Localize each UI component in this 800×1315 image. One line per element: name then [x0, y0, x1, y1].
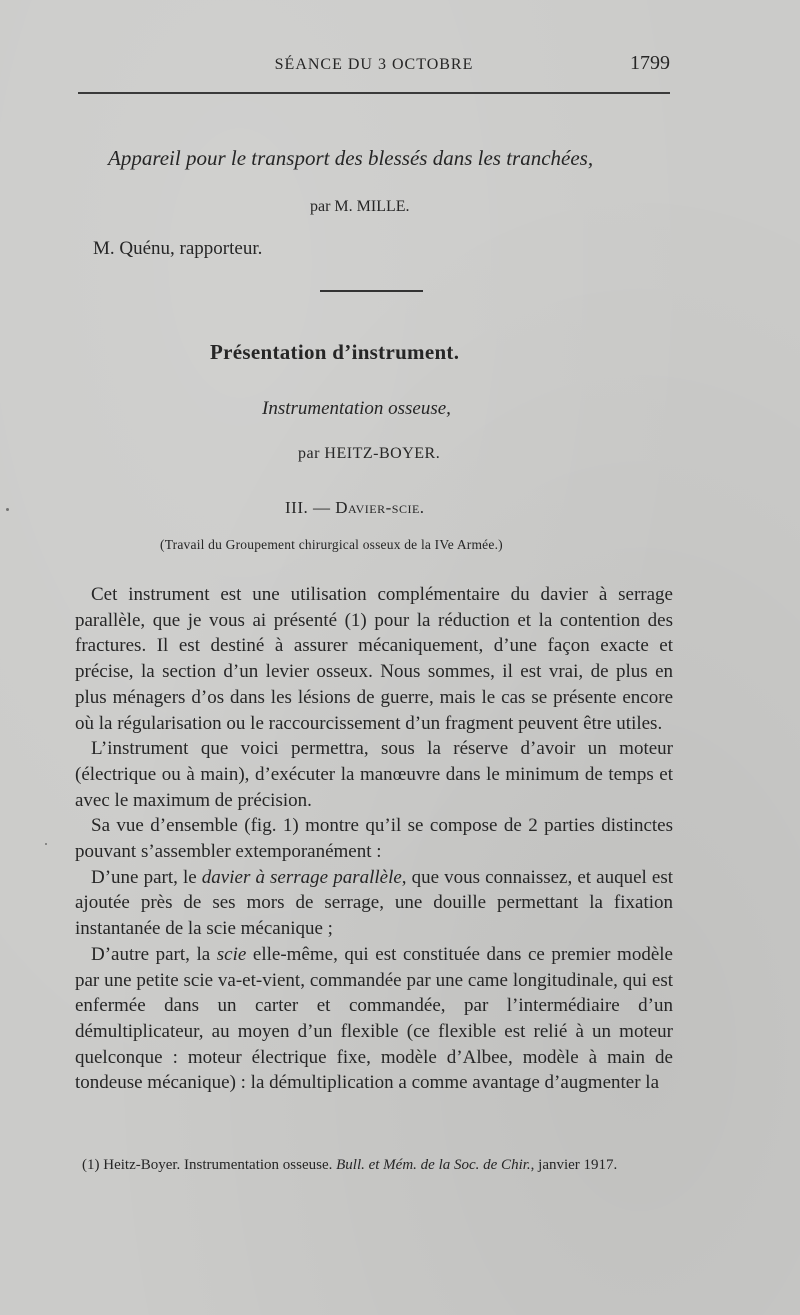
report-author: par M. MILLE. — [310, 198, 410, 215]
section-author: par HEITZ-BOYER. — [298, 445, 441, 462]
section-heading: Présentation d’instrument. — [210, 340, 460, 364]
paper-speck — [45, 843, 47, 845]
text-run: elle-même, qui est constituée dans ce premier modèle par une petite scie va-et-vient, commandée par une came longitudinale, qui est enfermée dans un carter et commandée, par l’intermédiaire d’un démultiplicateur, au moyen d’un flexible (ce flexible est relié à un moteur quelconque : moteur électrique fixe, modèle d’Albee, modèle à main de tondeuse mécanique) : la démultiplication a comme avantage d’augmenter la — [75, 943, 673, 1094]
italic-run: davier à serrage parallèle — [201, 866, 402, 888]
text-run: D’autre part, la — [91, 943, 217, 965]
part-title: III. — Davier-scie. — [285, 498, 425, 517]
running-head: SÉANCE DU 3 OCTOBRE — [274, 56, 474, 73]
paragraph: Sa vue d’ensemble (fig. 1) montre qu’il se compose de 2 parties distinctes pouvant s’assembler extemporanément : — [75, 815, 673, 863]
text-run: (1) Heitz-Boyer. Instrumentation osseuse. — [82, 1157, 337, 1173]
paragraph: L’instrument que voici permettra, sous la réserve d’avoir un moteur (électrique ou à main), d’exécuter la manœuvre dans le minimum de temps et avec le maximum de précision. — [75, 738, 673, 811]
footnote — [76, 1155, 672, 1176]
paragraph: Cet instrument est une utilisation complémentaire du davier à serrage parallèle, que je vous ai présenté (1) pour la réduction et la contention des fractures. Il est destiné à assurer mécaniquement, d’une façon exacte et précise, la section d’un levier osseux. Nous sommes, il est vrai, de plus en plus ménagers d’os dans les lésions de guerre, mais le cas se présente encore où la régularisation ou le raccourcissement d’un fragment peuvent être utiles. — [75, 584, 673, 734]
page-number: 1799 — [630, 52, 670, 74]
italic-run: Bull. et Mém. de la Soc. de Chir. — [336, 1157, 531, 1173]
body-text — [75, 582, 673, 1096]
rapporteur-line: M. Quénu, rapporteur. — [93, 238, 263, 259]
footnote-text — [76, 1155, 672, 1176]
text-run: , janvier 1917. — [530, 1157, 618, 1173]
paragraph — [75, 865, 673, 942]
section-subtitle: Instrumentation osseuse, — [262, 398, 451, 419]
paragraph — [75, 942, 673, 1096]
section-divider — [320, 290, 423, 292]
paper-speck — [6, 508, 9, 511]
work-note: (Travail du Groupement chirurgical osseux de la IVe Armée.) — [160, 537, 503, 552]
header-rule — [78, 92, 670, 94]
italic-run: scie — [216, 943, 247, 965]
report-title: Appareil pour le transport des blessés dans les tranchées, — [108, 146, 594, 170]
text-run: D’une part, le — [91, 866, 202, 888]
text-run: , que vous connaissez, et auquel est ajoutée près de ses mors de serrage, une douille permettant la fixation instantanée de la scie mécanique ; — [75, 866, 674, 940]
page-header — [78, 52, 670, 82]
